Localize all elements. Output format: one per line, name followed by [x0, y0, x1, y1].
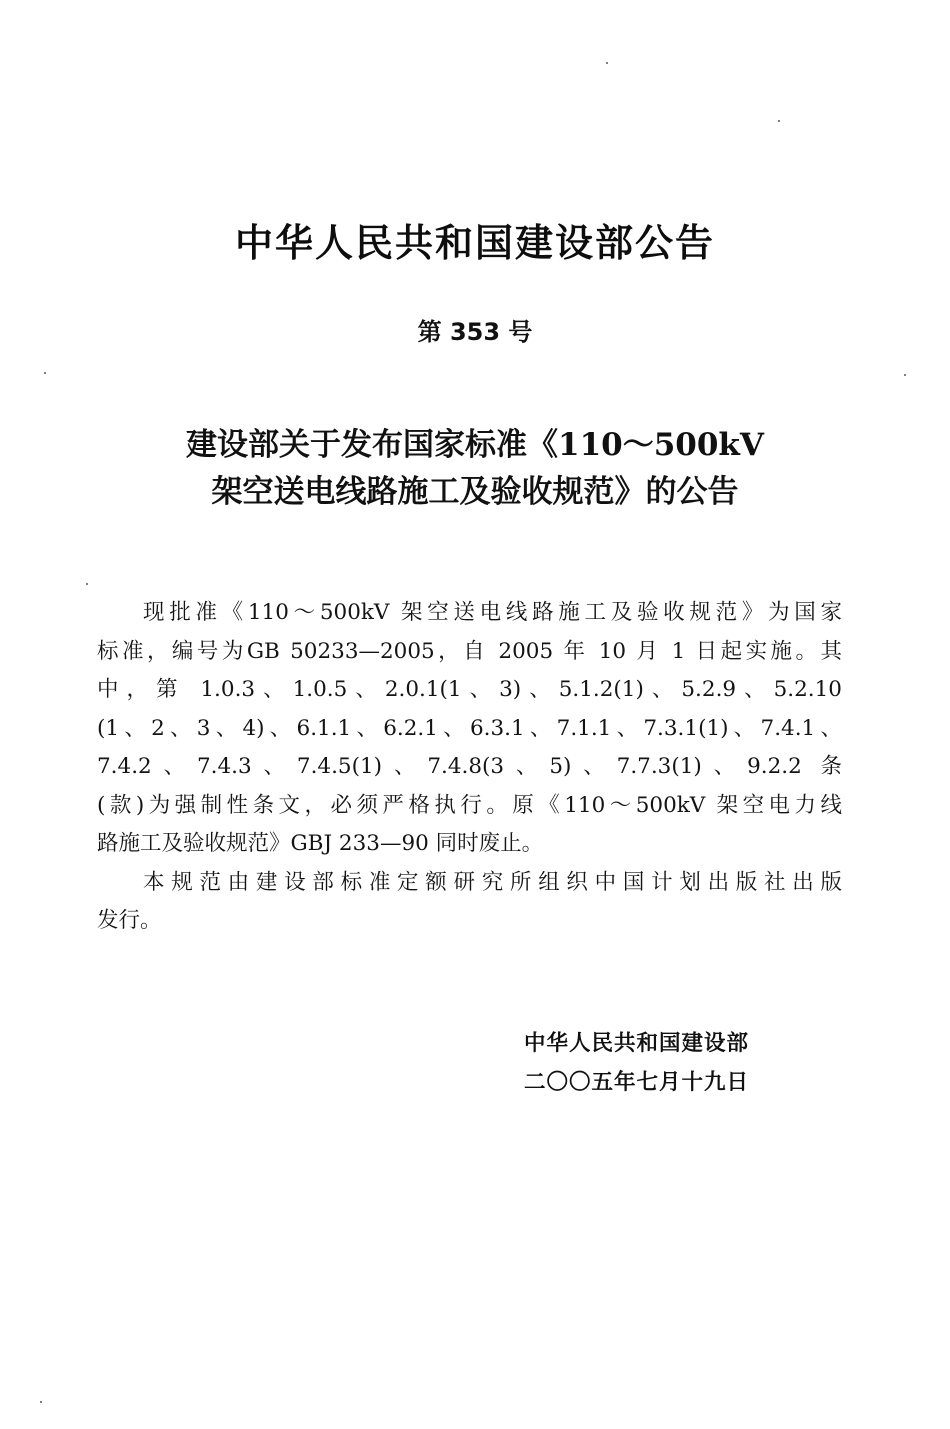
- body-line: 本规范由建设部标准定额研究所组织中国计划出版社出版: [143, 869, 842, 895]
- scan-speck: [904, 374, 906, 376]
- notice-body: [97, 594, 842, 941]
- scan-speck: [606, 62, 608, 64]
- body-line: (款)为强制性条文，必须严格执行。原《110～500kV 架空电力线: [97, 792, 842, 818]
- scan-speck: [40, 1401, 42, 1403]
- issuer-name: 中华人民共和国建设部: [524, 1031, 750, 1056]
- notice-subtitle: [0, 422, 950, 516]
- subtitle-line: 建设部关于发布国家标准《110～500kV: [186, 427, 764, 463]
- body-line: 7.4.2、7.4.3、7.4.5(1)、7.4.8(3、5)、7.7.3(1)、9.2.2 条: [97, 754, 842, 779]
- signature-block: [524, 1024, 749, 1102]
- body-line: 现批准《110～500kV 架空送电线路施工及验收规范》为国家: [143, 600, 842, 625]
- body-line: 中，第 1.0.3、1.0.5、2.0.1(1、3)、5.1.2(1)、5.2.9、5.2.10: [97, 677, 842, 702]
- subtitle-line: 架空送电线路施工及验收规范》的公告: [211, 474, 739, 510]
- body-line: 路施工及验收规范》GBJ 233—90 同时废止。: [97, 831, 544, 856]
- scan-speck: [44, 372, 46, 374]
- body-line: 发行。: [97, 908, 162, 933]
- body-line: 标准，编号为GB 50233—2005，自 2005 年 10 月 1 日起实施。其: [97, 638, 842, 664]
- scan-speck: [86, 583, 88, 585]
- page-title: 中华人民共和国建设部公告: [234, 221, 715, 265]
- scan-speck: [778, 120, 780, 122]
- body-line: (1、2、3、4)、6.1.1、6.2.1、6.3.1、7.1.1、7.3.1(1)、7.4.1、: [97, 715, 842, 741]
- notice-number: 第 353 号: [417, 318, 533, 346]
- issue-date: 二〇〇五年七月十九日: [524, 1070, 750, 1095]
